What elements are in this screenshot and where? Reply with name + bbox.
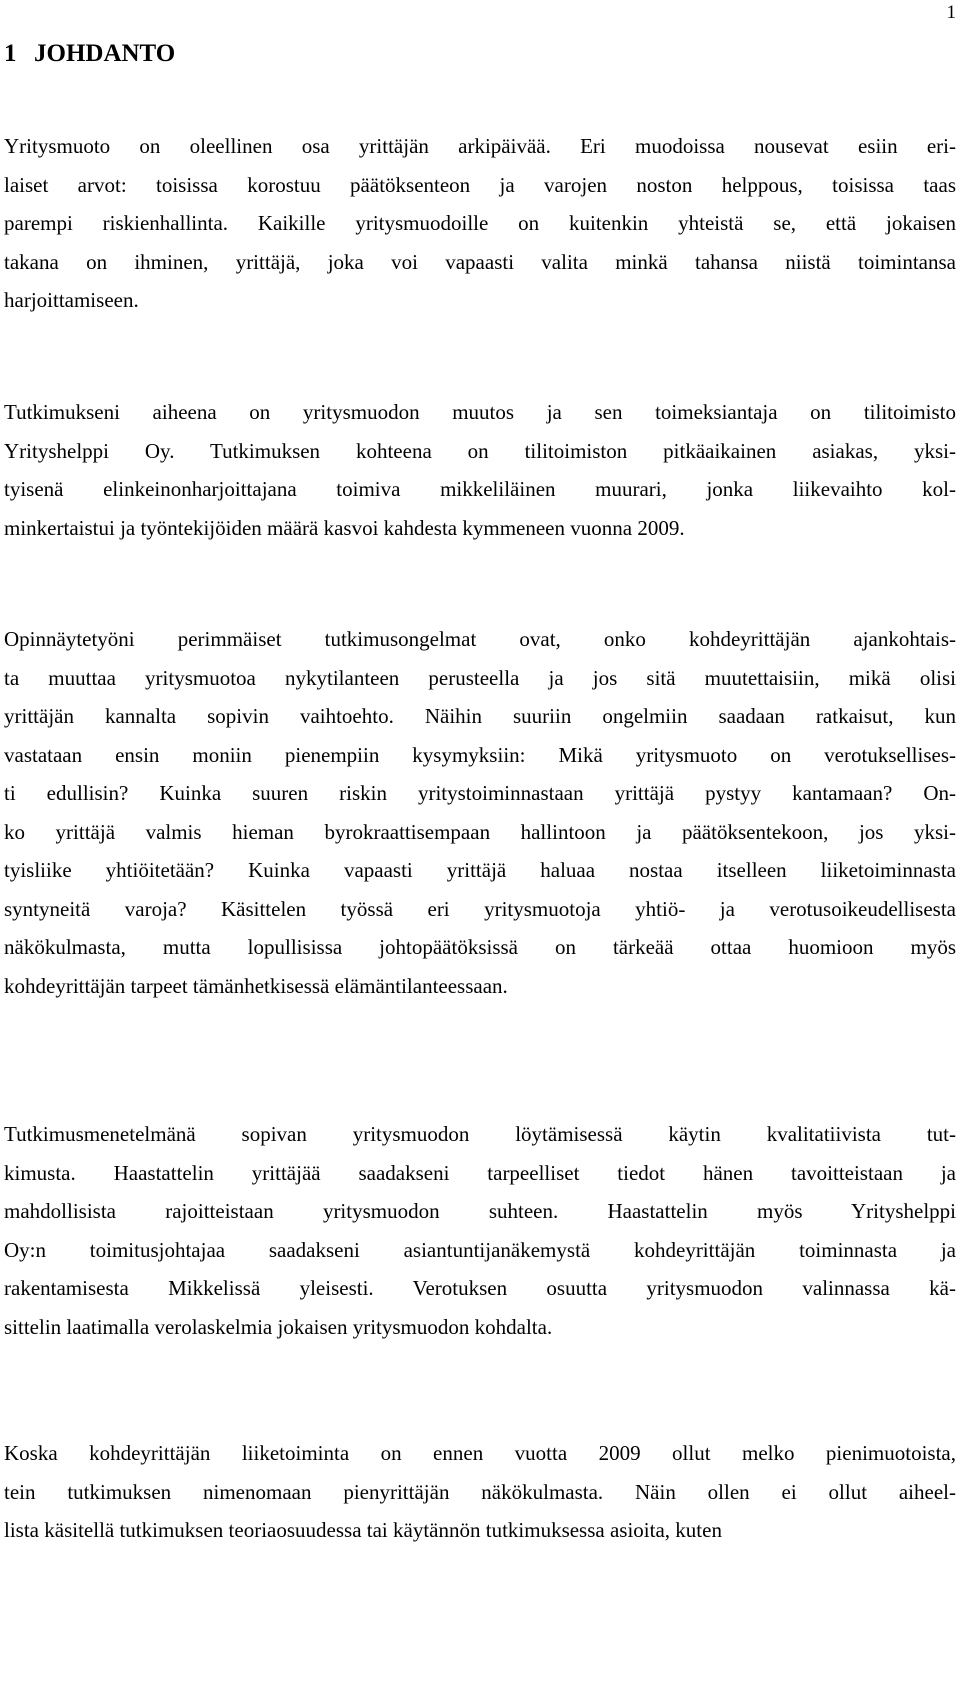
paragraph-line: syntyneitä varoja? Käsittelen työssä eri yritysmuotoja yhtiö- ja verotusoikeudellisesta — [4, 896, 956, 921]
paragraph-line: parempi riskienhallinta. Kaikille yritysmuodoille on kuitenkin yhteistä se, että jokaisen — [4, 211, 956, 235]
paragraph-line: sittelin laatimalla verolaskelmia jokaisen yritysmuodon kohdalta. — [4, 1314, 553, 1339]
paragraph-line: Tutkimukseni aiheena on yritysmuodon muutos ja sen toimeksiantaja on tilitoimisto — [4, 400, 956, 424]
paragraph — [4, 1434, 956, 1550]
paragraph-line: tyisliike yhtiöitetään? Kuinka vapaasti yrittäjä haluaa nostaa itselleen liiketoiminnasta — [4, 858, 956, 882]
paragraph-line: lista käsitellä tutkimuksen teoriaosuudessa tai käytännön tutkimuksessa asioita, kuten — [4, 1518, 722, 1542]
paragraph-line: laiset arvot: toisissa korostuu päätöksenteon ja varojen noston helppous, toisissa taas — [4, 172, 956, 197]
paragraph-line: ko yrittäjä valmis hieman byrokraattisempaan hallintoon ja päätöksentekoon, jos yksi- — [4, 819, 956, 844]
paragraph-line: Oy:n toimitusjohtajaa saadakseni asiantuntijanäkemystä kohdeyrittäjän toiminnasta ja — [4, 1237, 956, 1262]
paragraph-line: näkökulmasta, mutta lopullisissa johtopäätöksissä on tärkeää ottaa huomioon myös — [4, 935, 956, 959]
chapter-title: JOHDANTO — [34, 40, 176, 67]
paragraph-line: tyisenä elinkeinonharjoittajana toimiva mikkeliläinen muurari, jonka liikevaihto kol- — [4, 477, 956, 501]
paragraph-line: Yrityshelppi Oy. Tutkimuksen kohteena on tilitoimiston pitkäaikainen asiakas, yksi- — [4, 438, 956, 463]
paragraph-line: ti edullisin? Kuinka suuren riskin yritystoiminnastaan yrittäjä pystyy kantamaan? On- — [4, 781, 956, 805]
paragraph — [4, 620, 956, 1005]
paragraph-line: Yritysmuoto on oleellinen osa yrittäjän arkipäivää. Eri muodoissa nousevat esiin eri- — [4, 134, 956, 158]
paragraph — [4, 393, 956, 547]
paragraph-line: Koska kohdeyrittäjän liiketoiminta on ennen vuotta 2009 ollut melko pienimuotoista, — [4, 1441, 956, 1465]
chapter-heading — [4, 38, 175, 70]
paragraph-line: harjoittamiseen. — [4, 288, 139, 312]
paragraph-line: tein tutkimuksen nimenomaan pienyrittäjän näkökulmasta. Näin ollen ei ollut aiheel- — [4, 1479, 956, 1504]
paragraph-line: kohdeyrittäjän tarpeet tämänhetkisessä elämäntilanteessaan. — [4, 973, 508, 998]
paragraph-line: Opinnäytetyöni perimmäiset tutkimusongelmat ovat, onko kohdeyrittäjän ajankohtais- — [4, 627, 956, 651]
paragraph-line: mahdollisista rajoitteistaan yritysmuodon suhteen. Haastattelin myös Yrityshelppi — [4, 1199, 956, 1223]
paragraph-line: Tutkimusmenetelmänä sopivan yritysmuodon löytämisessä käytin kvalitatiivista tut- — [4, 1122, 956, 1146]
chapter-number: 1 — [4, 40, 17, 67]
page-number: 1 — [946, 2, 956, 23]
paragraph — [4, 127, 956, 320]
paragraph-line: kimusta. Haastattelin yrittäjää saadakseni tarpeelliset tiedot hänen tavoitteistaan ja — [4, 1160, 956, 1185]
paragraph — [4, 1115, 956, 1346]
paragraph-line: vastataan ensin moniin pienempiin kysymyksiin: Mikä yritysmuoto on verotuksellises- — [4, 742, 956, 767]
paragraph-line: takana on ihminen, yrittäjä, joka voi vapaasti valita minkä tahansa niistä toimintansa — [4, 249, 956, 274]
paragraph-line: minkertaistui ja työntekijöiden määrä kasvoi kahdesta kymmeneen vuonna 2009. — [4, 515, 685, 540]
paragraph-line: rakentamisesta Mikkelissä yleisesti. Verotuksen osuutta yritysmuodon valinnassa kä- — [4, 1276, 956, 1300]
paragraph-line: ta muuttaa yritysmuotoa nykytilanteen perusteella ja jos sitä muutettaisiin, mikä olisi — [4, 665, 956, 690]
paragraph-line: yrittäjän kannalta sopivin vaihtoehto. Näihin suuriin ongelmiin saadaan ratkaisut, kun — [4, 704, 956, 728]
